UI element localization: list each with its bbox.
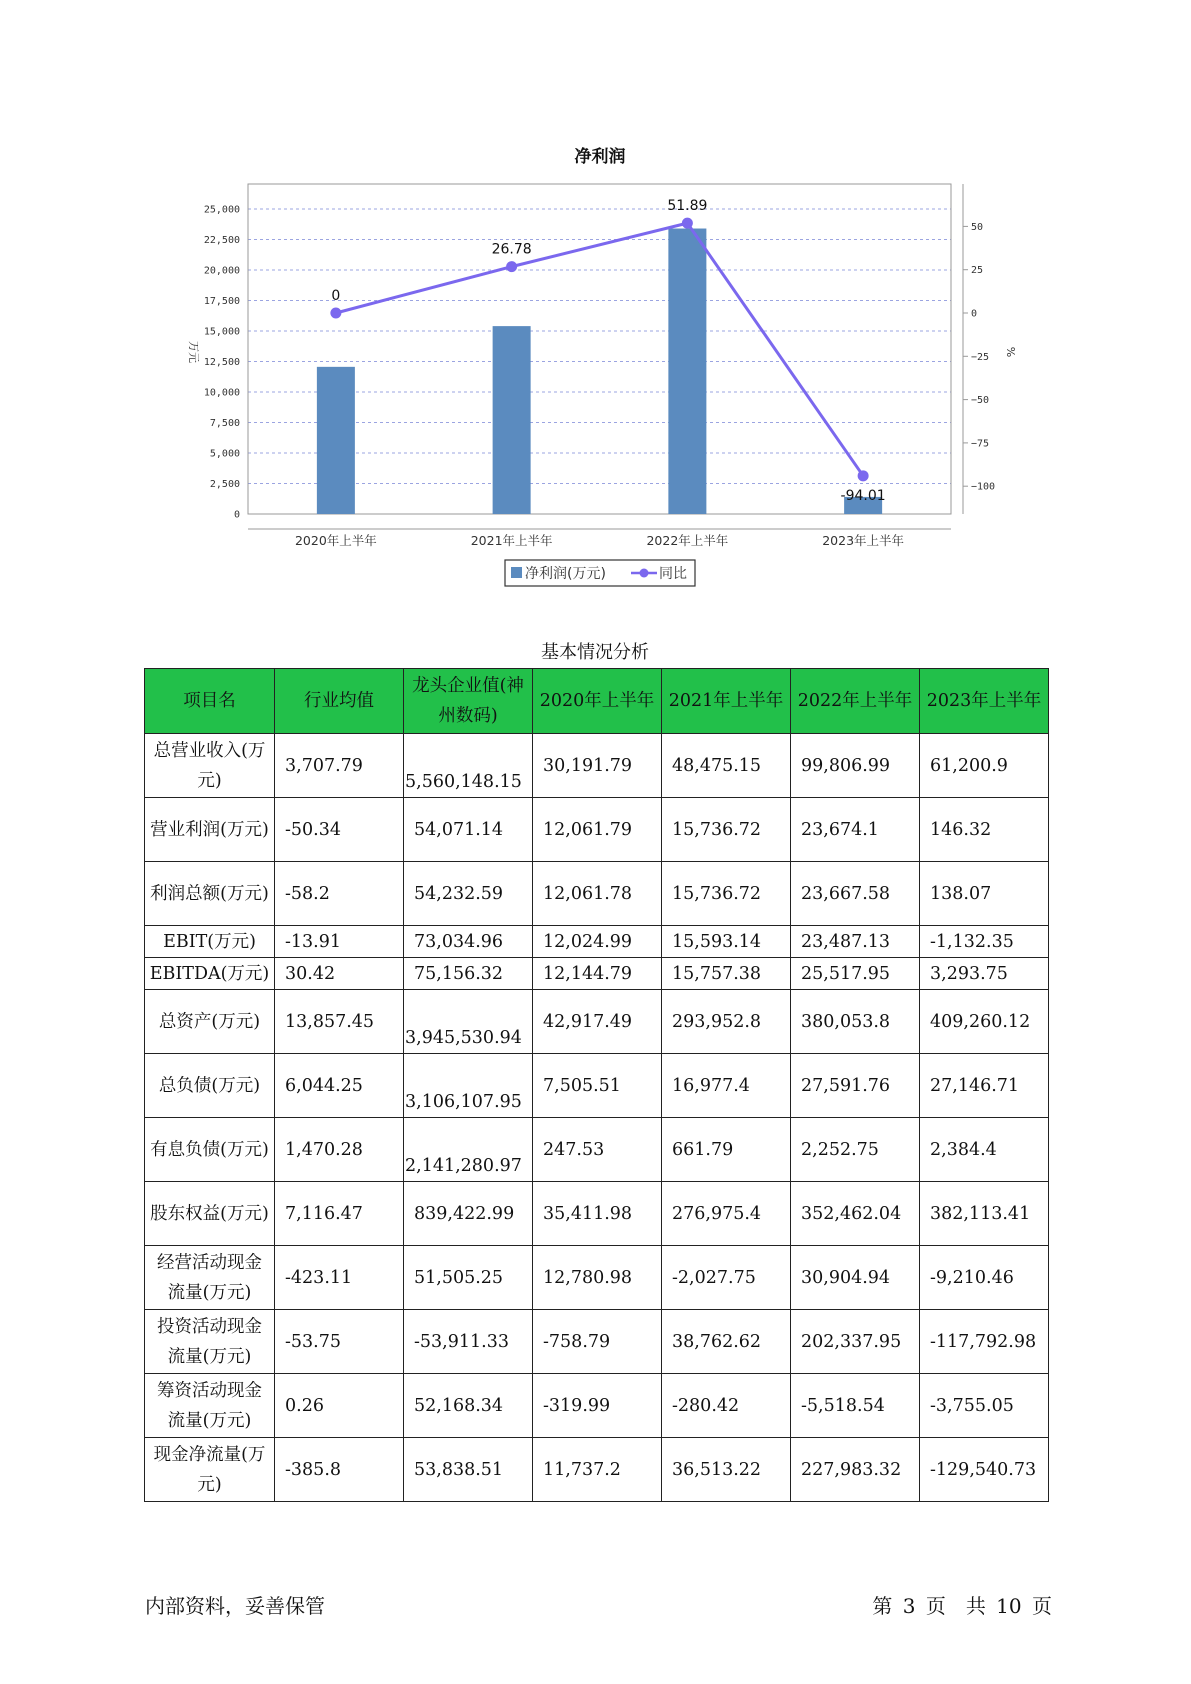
header-cell: 项目名	[145, 669, 275, 734]
table-row	[145, 1182, 1049, 1246]
cell: 51,505.25	[404, 1246, 533, 1310]
table-row	[145, 798, 1049, 862]
bar	[668, 229, 706, 514]
cell: -280.42	[662, 1374, 791, 1438]
cell: 293,952.8	[662, 990, 791, 1054]
x-axis-ticks	[295, 533, 904, 548]
cell: 30,904.94	[791, 1246, 920, 1310]
header-cell: 2023年上半年	[920, 669, 1049, 734]
cell: -117,792.98	[920, 1310, 1049, 1374]
y-tick-label: 10,000	[203, 387, 240, 399]
line-point	[682, 218, 693, 229]
cell: 1,470.28	[275, 1118, 404, 1182]
cell: 0.26	[275, 1374, 404, 1438]
cell: 5,560,148.15	[404, 734, 533, 798]
y-tick-label: 0	[233, 509, 240, 521]
cell: -129,540.73	[920, 1438, 1049, 1502]
cell: 409,260.12	[920, 990, 1049, 1054]
data-label: 0	[331, 288, 341, 304]
y-tick-label: 20,000	[203, 265, 240, 277]
table-row	[145, 1118, 1049, 1182]
data-label: -94.01	[840, 487, 886, 504]
cell: 6,044.25	[275, 1054, 404, 1118]
cell: -53.75	[275, 1310, 404, 1374]
cell: -9,210.46	[920, 1246, 1049, 1310]
row-label: 利润总额(万元)	[145, 862, 275, 926]
net-profit-chart	[0, 0, 1191, 610]
y-tick-label: 17,500	[203, 296, 240, 307]
cell: -5,518.54	[791, 1374, 920, 1438]
row-label: 总资产(万元)	[145, 990, 275, 1054]
line-point	[506, 261, 517, 272]
line-point	[330, 308, 341, 319]
cell: 202,337.95	[791, 1310, 920, 1374]
cell: 53,838.51	[404, 1438, 533, 1502]
row-label: 现金净流量(万元)	[145, 1438, 275, 1502]
y-tick-label: 22,500	[203, 235, 240, 246]
cell: 7,505.51	[533, 1054, 662, 1118]
cell: 16,977.4	[662, 1054, 791, 1118]
y2-tick-label: 25	[971, 265, 984, 277]
cell: 661.79	[662, 1118, 791, 1182]
left-axis-label: 万元	[187, 341, 200, 363]
cell: 12,144.79	[533, 958, 662, 990]
cell: 13,857.45	[275, 990, 404, 1054]
table-row	[145, 1438, 1049, 1502]
y-tick-label: 5,000	[209, 448, 240, 460]
cell: 352,462.04	[791, 1182, 920, 1246]
left-y-axis	[204, 205, 240, 521]
cell: -423.11	[275, 1246, 404, 1310]
y2-tick-label: −25	[971, 351, 990, 363]
cell: 38,762.62	[662, 1310, 791, 1374]
cell: 839,422.99	[404, 1182, 533, 1246]
table-row	[145, 862, 1049, 926]
header-cell: 行业均值	[275, 669, 404, 734]
cell: -3,755.05	[920, 1374, 1049, 1438]
legend-bar-label: 净利润(万元)	[525, 566, 606, 582]
cell: 12,061.78	[533, 862, 662, 926]
cell: 23,487.13	[791, 926, 920, 958]
cell: 2,384.4	[920, 1118, 1049, 1182]
row-label: 经营活动现金流量(万元)	[145, 1246, 275, 1310]
line-series	[330, 198, 885, 504]
y-tick-label: 25,000	[203, 204, 240, 216]
x-tick-label: 2021年上半年	[470, 533, 553, 548]
table-row	[145, 1310, 1049, 1374]
data-label: 51.89	[667, 198, 708, 215]
x-tick-label: 2023年上半年	[822, 533, 905, 548]
cell: 30.42	[275, 958, 404, 990]
cell: 75,156.32	[404, 958, 533, 990]
table-header-row	[145, 669, 1049, 734]
cell: 54,232.59	[404, 862, 533, 926]
header-cell: 龙头企业值(神州数码)	[404, 669, 533, 734]
cell: 25,517.95	[791, 958, 920, 990]
line-point	[858, 470, 869, 481]
x-tick-label: 2022年上半年	[646, 533, 729, 548]
cell: 276,975.4	[662, 1182, 791, 1246]
table-row	[145, 1246, 1049, 1310]
cell: -13.91	[275, 926, 404, 958]
cell: -1,132.35	[920, 926, 1049, 958]
y2-tick-label: −100	[971, 481, 996, 493]
y2-tick-label: 0	[971, 308, 978, 320]
legend	[505, 560, 695, 586]
table-row	[145, 1374, 1049, 1438]
y-tick-label: 15,000	[203, 326, 240, 338]
table-row	[145, 926, 1049, 958]
cell: 11,737.2	[533, 1438, 662, 1502]
cell: 3,106,107.95	[404, 1054, 533, 1118]
cell: 23,667.58	[791, 862, 920, 926]
cell: 380,053.8	[791, 990, 920, 1054]
cell: 2,252.75	[791, 1118, 920, 1182]
cell: -53,911.33	[404, 1310, 533, 1374]
cell: 15,593.14	[662, 926, 791, 958]
cell: -58.2	[275, 862, 404, 926]
cell: 52,168.34	[404, 1374, 533, 1438]
row-label: 总负债(万元)	[145, 1054, 275, 1118]
cell: 35,411.98	[533, 1182, 662, 1246]
y2-tick-label: −50	[971, 395, 990, 407]
table-title: 基本情况分析	[541, 642, 649, 663]
legend-bar-swatch	[511, 567, 522, 578]
cell: -385.8	[275, 1438, 404, 1502]
footer-confidential: 内部资料，妥善保管	[145, 1594, 325, 1618]
row-label: EBIT(万元)	[145, 926, 275, 958]
cell: 12,061.79	[533, 798, 662, 862]
data-label: 26.78	[491, 241, 532, 258]
table-row	[145, 1054, 1049, 1118]
cell: 7,116.47	[275, 1182, 404, 1246]
row-label: 营业利润(万元)	[145, 798, 275, 862]
cell: 15,736.72	[662, 798, 791, 862]
legend-line-label: 同比	[659, 566, 687, 582]
cell: -50.34	[275, 798, 404, 862]
cell: 99,806.99	[791, 734, 920, 798]
table-row	[145, 990, 1049, 1054]
basic-analysis-table	[144, 668, 1049, 1502]
table-row	[145, 734, 1049, 798]
cell: 146.32	[920, 798, 1049, 862]
y2-tick-label: −75	[971, 438, 990, 450]
cell: -758.79	[533, 1310, 662, 1374]
y2-tick-label: 50	[971, 221, 984, 233]
cell: 3,707.79	[275, 734, 404, 798]
row-label: 总营业收入(万元)	[145, 734, 275, 798]
cell: 3,945,530.94	[404, 990, 533, 1054]
cell: 73,034.96	[404, 926, 533, 958]
cell: 61,200.9	[920, 734, 1049, 798]
cell: 15,736.72	[662, 862, 791, 926]
cell: 382,113.41	[920, 1182, 1049, 1246]
cell: 12,024.99	[533, 926, 662, 958]
cell: 138.07	[920, 862, 1049, 926]
cell: 12,780.98	[533, 1246, 662, 1310]
header-cell: 2020年上半年	[533, 669, 662, 734]
bar	[317, 367, 355, 514]
right-axis-label: %	[1004, 346, 1017, 358]
table-row	[145, 958, 1049, 990]
cell: 48,475.15	[662, 734, 791, 798]
cell: 36,513.22	[662, 1438, 791, 1502]
cell: 27,146.71	[920, 1054, 1049, 1118]
header-cell: 2021年上半年	[662, 669, 791, 734]
y-tick-label: 12,500	[203, 357, 240, 368]
line-path	[336, 223, 863, 476]
legend-line-marker	[640, 569, 649, 578]
y-tick-label: 7,500	[209, 418, 240, 429]
y-tick-label: 2,500	[209, 479, 240, 490]
cell: 42,917.49	[533, 990, 662, 1054]
cell: 2,141,280.97	[404, 1118, 533, 1182]
bar-series	[317, 229, 882, 514]
cell: 27,591.76	[791, 1054, 920, 1118]
cell: 227,983.32	[791, 1438, 920, 1502]
header-cell: 2022年上半年	[791, 669, 920, 734]
x-tick-label: 2020年上半年	[294, 533, 377, 548]
row-label: 投资活动现金流量(万元)	[145, 1310, 275, 1374]
cell: 247.53	[533, 1118, 662, 1182]
cell: -2,027.75	[662, 1246, 791, 1310]
cell: 54,071.14	[404, 798, 533, 862]
row-label: 股东权益(万元)	[145, 1182, 275, 1246]
cell: -319.99	[533, 1374, 662, 1438]
footer-page-number: 第 3 页 共 10 页	[872, 1594, 1052, 1618]
row-label: 筹资活动现金流量(万元)	[145, 1374, 275, 1438]
cell: 23,674.1	[791, 798, 920, 862]
bar	[493, 326, 531, 514]
row-label: EBITDA(万元)	[145, 958, 275, 990]
cell: 3,293.75	[920, 958, 1049, 990]
row-label: 有息负债(万元)	[145, 1118, 275, 1182]
cell: 30,191.79	[533, 734, 662, 798]
cell: 15,757.38	[662, 958, 791, 990]
right-y-axis	[963, 184, 995, 514]
chart-title: 净利润	[574, 147, 626, 167]
